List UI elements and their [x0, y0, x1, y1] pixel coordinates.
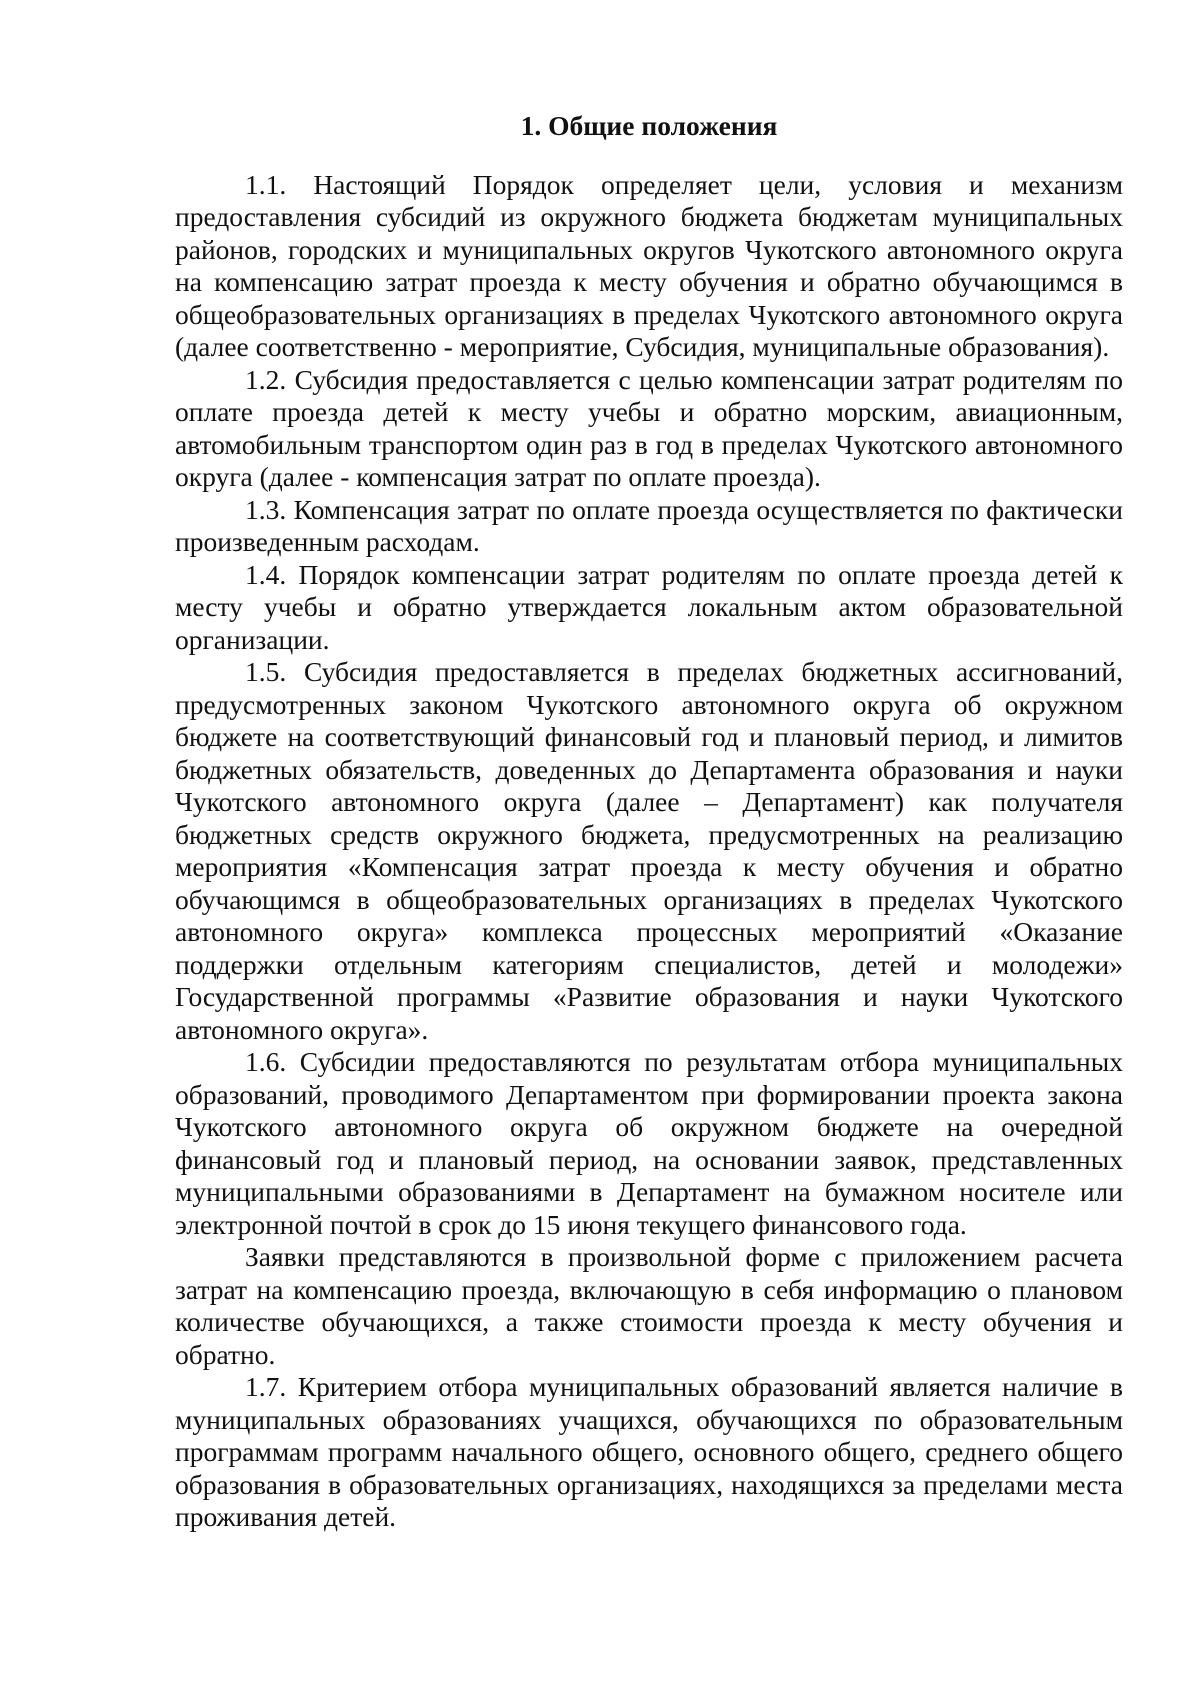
paragraph-applications: Заявки представляются в произвольной форме с приложением расчета затрат на компенсацию проезда, включающую в себя информацию о плановом количестве обучающихся, а также стоимости проезда к месту обучения и обратно. — [175, 1241, 1123, 1370]
paragraph-1-6: 1.6. Субсидии предоставляются по результатам отбора муниципальных образований, проводимого Департаментом при формировании проекта закона Чукотского автономного округа об окружном бюджете на очередной финансовый год и плановый период, на основании заявок, представленных муниципальными образованиями в Департамент на бумажном носителе или электронной почтой в срок до 15 июня текущего финансового года. — [175, 1046, 1123, 1240]
paragraph-1-7: 1.7. Критерием отбора муниципальных образований является наличие в муниципальных образованиях учащихся, обучающихся по образовательным программам программ начального общего, основного общего, среднего общего образования в образовательных организациях, находящихся за пределами места проживания детей. — [175, 1371, 1123, 1532]
section-heading: 1. Общие положения — [520, 110, 778, 141]
paragraph-1-1: 1.1. Настоящий Порядок определяет цели, условия и механизм предоставления субсидий из окружного бюджета бюджетам муниципальных районов, городских и муниципальных округов Чукотского автономного округа на компенсацию затрат проезда к месту обучения и обратно обучающимся в общеобразовательных организациях в пределах Чукотского автономного округа (далее соответственно - мероприятие, Субсидия, муниципальные образования). — [175, 168, 1123, 362]
paragraph-1-5: 1.5. Субсидия предоставляется в пределах бюджетных ассигнований, предусмотренных законом Чукотского автономного округа об окружном бюджете на соответствующий финансовый год и плановый период, и лимитов бюджетных обязательств, доведенных до Департамента образования и науки Чукотского автономного округа (далее – Департамент) как получателя бюджетных средств окружного бюджета, предусмотренных на реализацию мероприятия «Компенсация затрат проезда к месту обучения и обратно обучающимся в общеобразовательных организациях в пределах Чукотского автономного округа» комплекса процессных мероприятий «Оказание поддержки отдельным категориям специалистов, детей и молодежи» Государственной программы «Развитие образования и науки Чукотского автономного округа». — [175, 656, 1123, 1045]
paragraph-1-2: 1.2. Субсидия предоставляется с целью компенсации затрат родителям по оплате проезда детей к месту учебы и обратно морским, авиационным, автомобильным транспортом один раз в год в пределах Чукотского автономного округа (далее - компенсация затрат по оплате проезда). — [175, 363, 1123, 492]
paragraph-1-3: 1.3. Компенсация затрат по оплате проезда осуществляется по фактически произведенным расходам. — [175, 493, 1123, 557]
paragraph-1-4: 1.4. Порядок компенсации затрат родителям по оплате проезда детей к месту учебы и обратно утверждается локальным актом образовательной организации. — [175, 558, 1123, 655]
document-body — [175, 110, 1123, 1534]
